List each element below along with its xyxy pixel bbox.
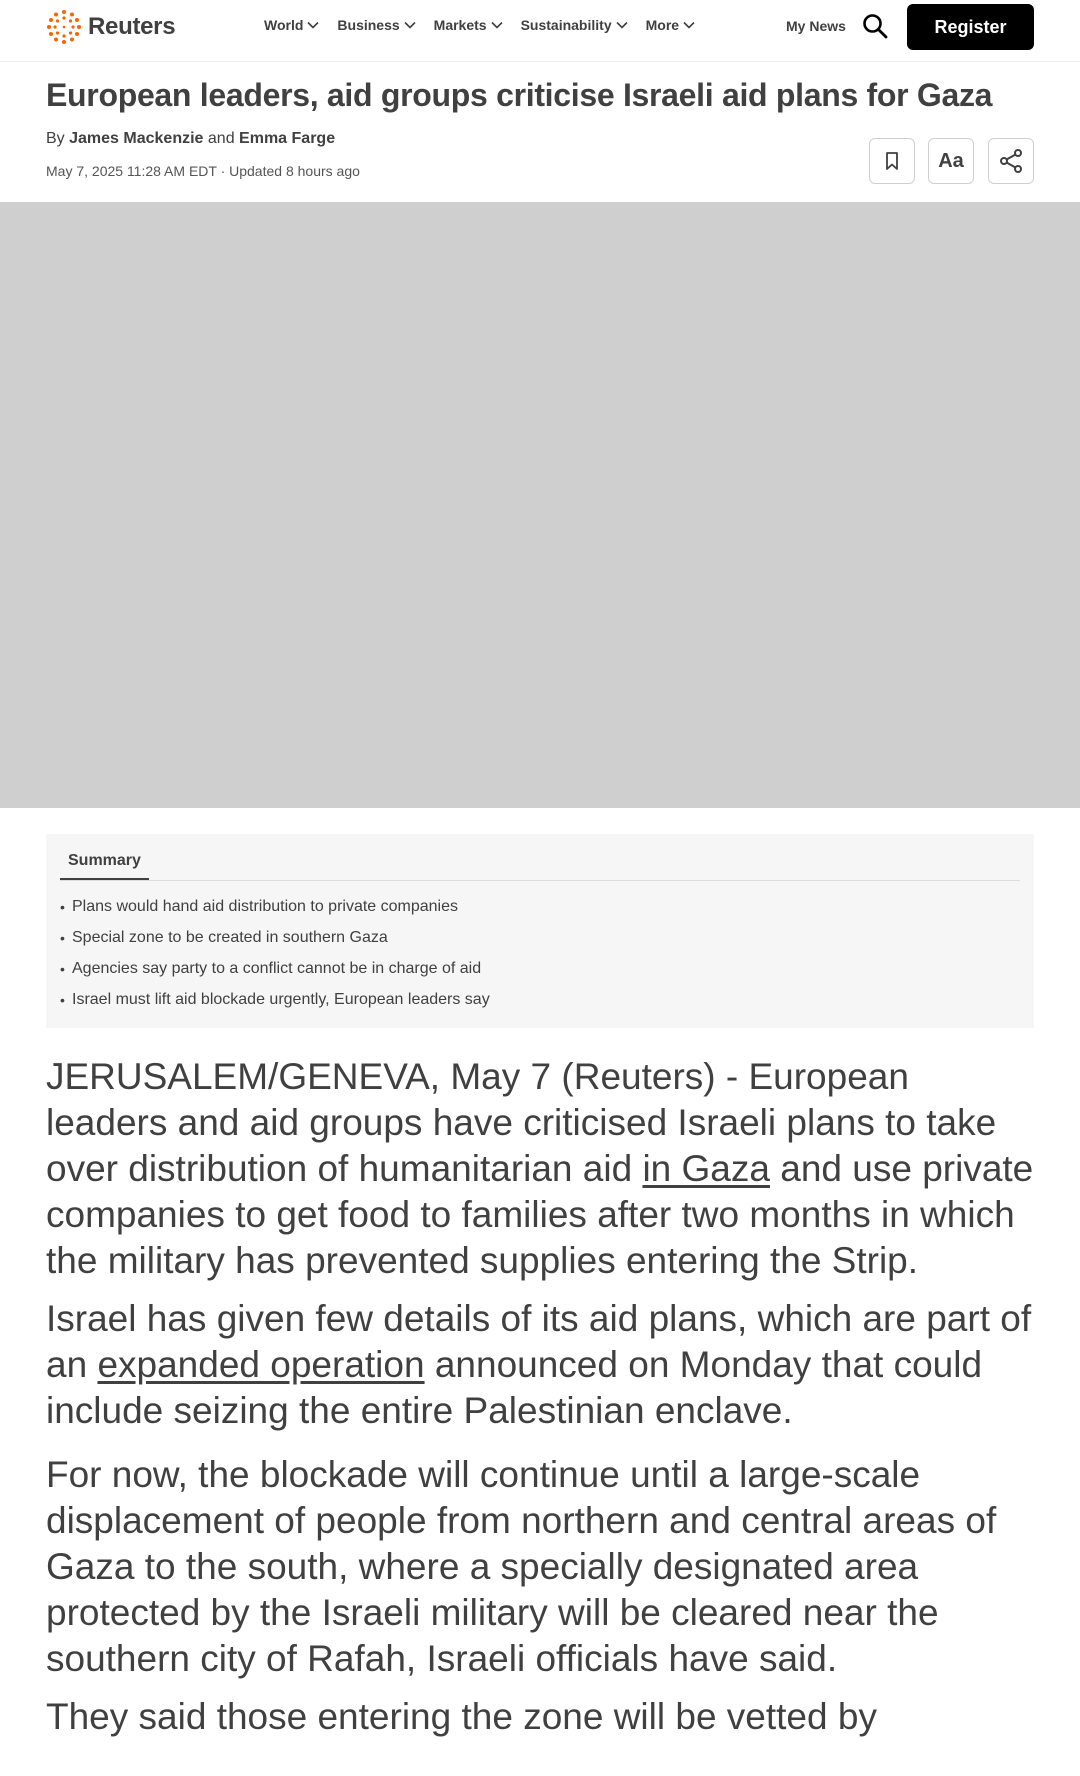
summary-item: • Agencies say party to a conflict cannot be in charge of aid bbox=[60, 959, 490, 990]
summary-list bbox=[60, 897, 490, 1021]
bookmark-button[interactable] bbox=[869, 138, 915, 184]
summary-item-text: Plans would hand aid distribution to private companies bbox=[72, 898, 459, 915]
article-paragraph: For now, the blockade will continue until a large-scale displacement of people from northern and central areas of Gaza to the south, where a specially designated area protected by the Israeli military will be cleared near the southern city of Rafah, Israeli officials have said. bbox=[46, 1454, 997, 1679]
nav-item-label: World bbox=[264, 17, 304, 33]
share-button[interactable] bbox=[988, 138, 1034, 184]
article-paragraph: They said those entering the zone will be vetted by bbox=[46, 1696, 877, 1737]
nav-item-label: Sustainability bbox=[520, 17, 612, 33]
main-nav bbox=[264, 17, 713, 33]
search-button[interactable] bbox=[862, 13, 888, 39]
chevron-down-icon bbox=[307, 21, 319, 29]
bookmark-icon bbox=[884, 151, 900, 171]
summary-item-text: Special zone to be created in southern Gaza bbox=[72, 929, 388, 946]
author-link[interactable]: Emma Farge bbox=[239, 130, 336, 147]
summary-item: • Special zone to be created in southern Gaza bbox=[60, 928, 490, 959]
share-icon bbox=[998, 148, 1024, 174]
expanded-operation-link[interactable]: expanded operation bbox=[97, 1344, 425, 1385]
chevron-down-icon bbox=[404, 21, 416, 29]
nav-item-sustainability[interactable] bbox=[521, 17, 628, 33]
author-link[interactable]: James Mackenzie bbox=[69, 130, 204, 147]
article-paragraph bbox=[46, 1296, 1036, 1434]
paragraph-text: Israel has given few details of its aid plans, which are part of an bbox=[46, 1298, 1032, 1385]
article-body bbox=[46, 1054, 1036, 1752]
article-dateline: May 7, 2025 11:28 AM EDT · Updated 8 hours ago bbox=[46, 163, 360, 179]
register-button[interactable]: Register bbox=[907, 4, 1034, 50]
summary-item: • Israel must lift aid blockade urgently, European leaders say bbox=[60, 990, 490, 1021]
nav-item-business[interactable] bbox=[337, 17, 415, 33]
paragraph-text: JERUSALEM/GENEVA, May 7 (Reuters) - European leaders and aid groups have criticised Israeli plans to take over distribution of humanitarian aid bbox=[46, 1056, 997, 1189]
chevron-down-icon bbox=[491, 21, 503, 29]
top-navigation bbox=[0, 0, 1080, 62]
reuters-logo-icon bbox=[46, 9, 82, 45]
summary-tab[interactable]: Summary bbox=[60, 846, 149, 881]
nav-item-markets[interactable] bbox=[434, 17, 503, 33]
article-headline: European leaders, aid groups criticise Israeli aid plans for Gaza bbox=[46, 77, 993, 113]
nav-item-more[interactable] bbox=[646, 17, 695, 33]
nav-item-world[interactable] bbox=[264, 17, 319, 33]
byline-conjunction: and bbox=[207, 130, 235, 147]
article-summary bbox=[46, 834, 1034, 1028]
summary-item: • Plans would hand aid distribution to private companies bbox=[60, 897, 490, 928]
summary-item-text: Israel must lift aid blockade urgently, European leaders say bbox=[72, 991, 490, 1008]
nav-item-label: Markets bbox=[433, 17, 487, 33]
byline bbox=[46, 130, 335, 148]
reuters-logo[interactable] bbox=[46, 9, 175, 45]
my-news-link[interactable]: My News bbox=[786, 18, 846, 34]
nav-item-label: More bbox=[645, 17, 680, 33]
paragraph-text: and use private companies to get food to families after two months in which the military has prevented supplies entering the Strip. bbox=[46, 1148, 1034, 1281]
text-size-button[interactable]: Aa bbox=[928, 138, 974, 184]
search-icon bbox=[862, 13, 888, 39]
nav-item-label: Business bbox=[337, 17, 400, 33]
summary-divider bbox=[60, 880, 1020, 881]
summary-item-text: Agencies say party to a conflict cannot be in charge of aid bbox=[72, 960, 482, 977]
paragraph-text: announced on Monday that could include seizing the entire Palestinian enclave. bbox=[46, 1344, 983, 1431]
chevron-down-icon bbox=[616, 21, 628, 29]
article-image bbox=[0, 202, 1080, 808]
in-gaza-link[interactable]: in Gaza bbox=[642, 1148, 770, 1189]
logo-text: Reuters bbox=[88, 13, 176, 40]
byline-prefix: By bbox=[46, 130, 65, 147]
chevron-down-icon bbox=[683, 21, 695, 29]
article-paragraph bbox=[46, 1054, 1036, 1284]
